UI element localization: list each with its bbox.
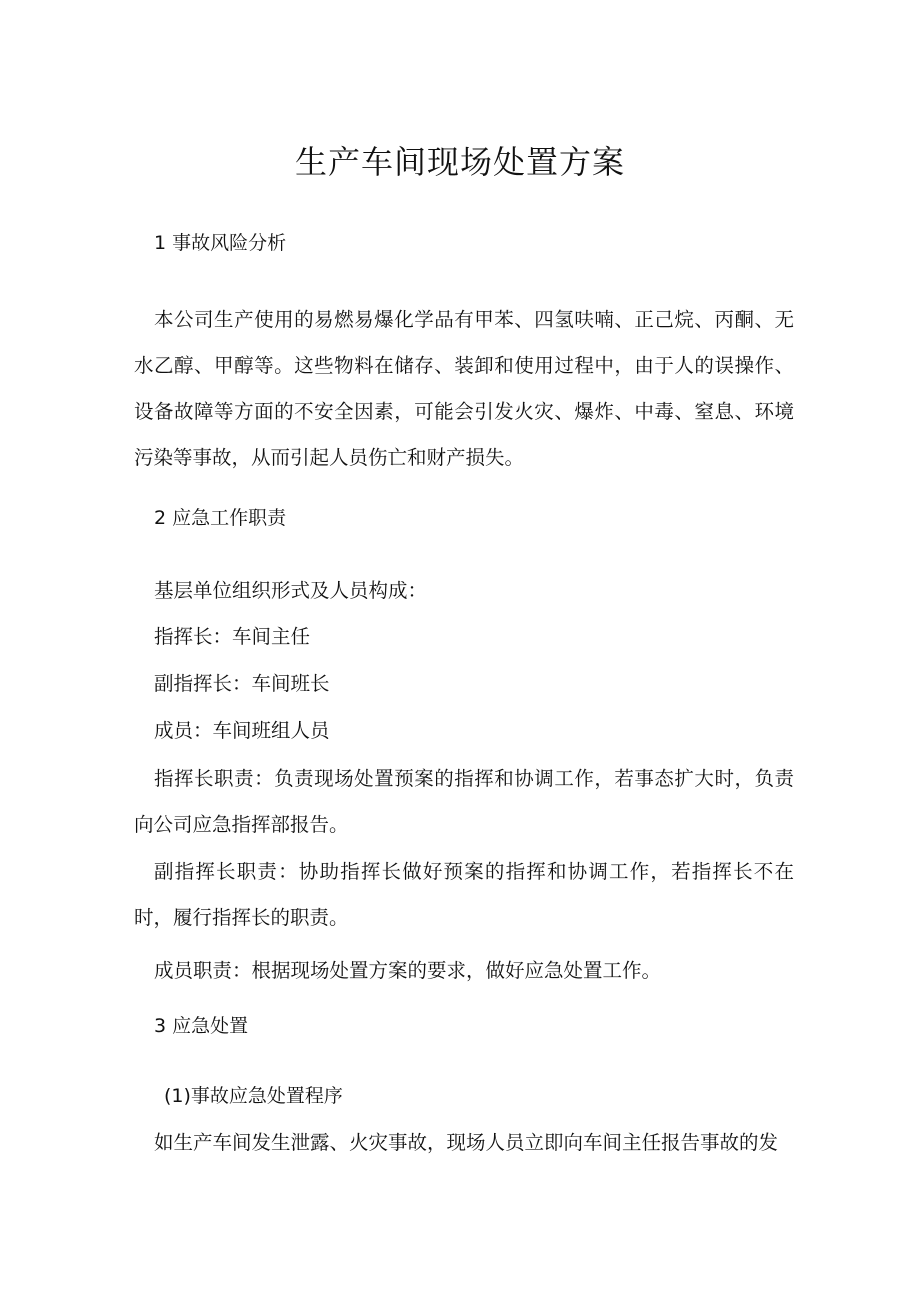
- paragraph-commander: 指挥长：车间主任: [154, 625, 311, 648]
- paragraph-org-structure: 基层单位组织形式及人员构成：: [154, 579, 428, 602]
- section-heading-3: 3 应急处置: [154, 1015, 249, 1037]
- paragraph-member-duties: 成员职责：根据现场处置方案的要求，做好应急处置工作。: [154, 959, 662, 982]
- section-heading-1: 1 事故风险分析: [154, 232, 287, 254]
- subsection-heading-procedure: (1)事故应急处置程序: [164, 1085, 343, 1107]
- paragraph-commander-duties: 指挥长职责：负责现场处置预案的指挥和协调工作，若事态扩大时，负责向公司应急指挥部报告。: [134, 767, 794, 836]
- paragraph-deputy-duties: 副指挥长职责：协助指挥长做好预案的指挥和协调工作，若指挥长不在时，履行指挥长的职责。: [134, 860, 794, 929]
- paragraph-members: 成员：车间班组人员: [154, 719, 330, 742]
- paragraph-procedure: 如生产车间发生泄露、火灾事故，现场人员立即向车间主任报告事故的发: [154, 1131, 779, 1154]
- paragraph-deputy-commander: 副指挥长：车间班长: [154, 672, 330, 695]
- paragraph-risk-analysis: 本公司生产使用的易燃易爆化学品有甲苯、四氢呋喃、正己烷、丙酮、无水乙醇、甲醇等。这些物料在储存、装卸和使用过程中，由于人的误操作、设备故障等方面的不安全因素，可能会引发火灾、爆炸、中毒、窒息、环境污染等事故，从而引起人员伤亡和财产损失。: [134, 308, 794, 469]
- page-title: 生产车间现场处置方案: [294, 143, 625, 181]
- section-heading-2: 2 应急工作职责: [154, 507, 287, 529]
